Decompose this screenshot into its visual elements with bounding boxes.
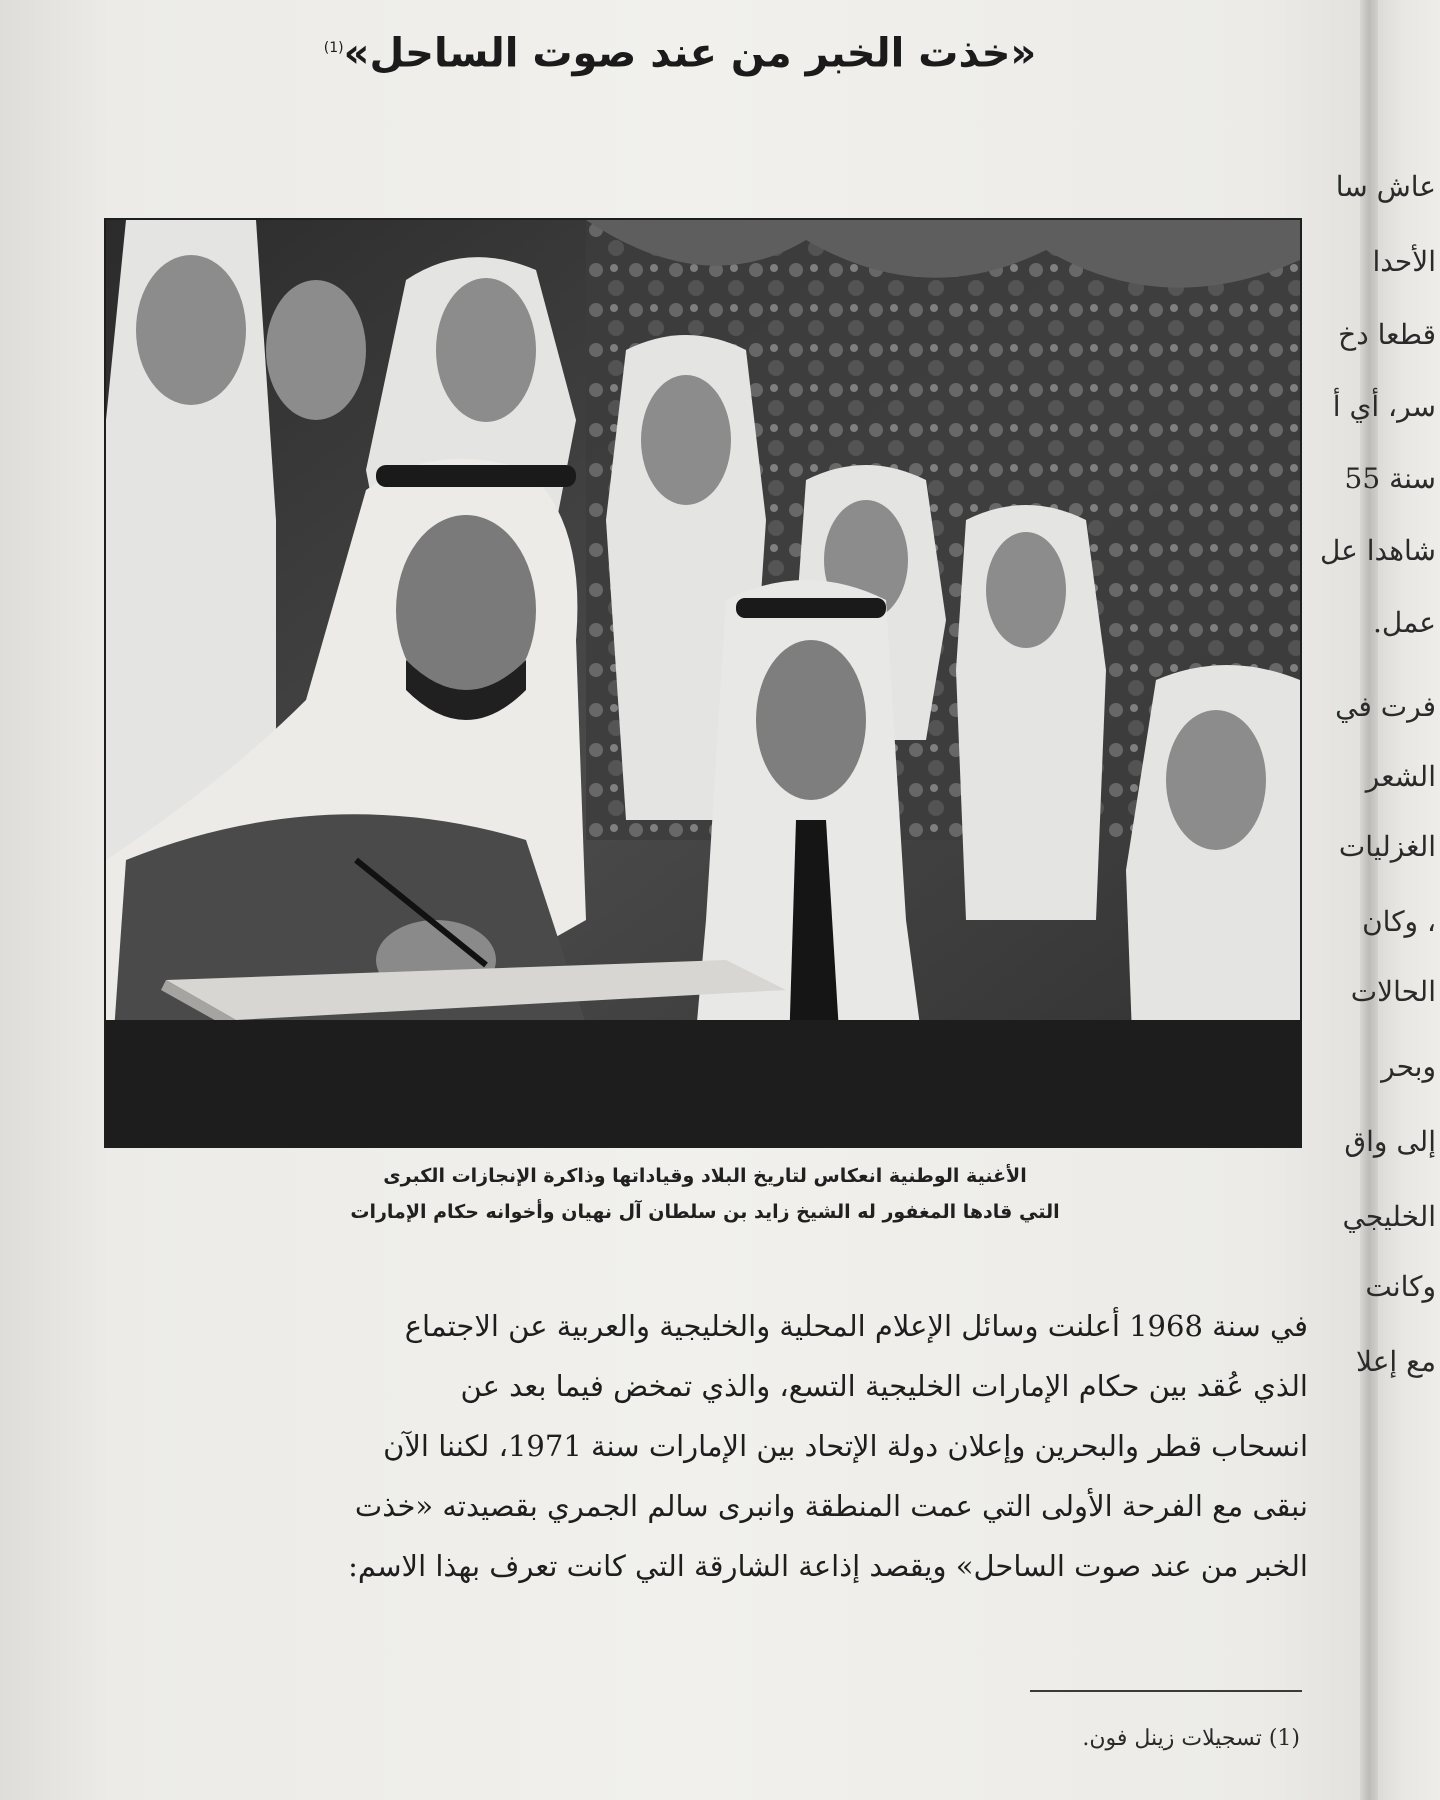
caption-line: التي قادها المغفور له الشيخ زايد بن سلطان آل نهيان وأخوانه حكام الإمارات [350, 1201, 1060, 1223]
adjacent-text-fragment: وبحر [1381, 1050, 1436, 1083]
footnote-divider [1030, 1690, 1302, 1692]
body-paragraph [110, 1296, 1308, 1596]
adjacent-text-fragment: عمل. [1373, 606, 1436, 639]
adjacent-text-fragment: وكانت [1365, 1270, 1436, 1303]
body-line: نبقى مع الفرحة الأولى التي عمت المنطقة وانبرى سالم الجمري بقصيدته «خذت [354, 1489, 1308, 1523]
title-text: «خذت الخبر من عند صوت الساحل» [343, 30, 1037, 77]
adjacent-text-fragment: عاش سا [1335, 170, 1436, 203]
body-line: الذي عُقد بين حكام الإمارات الخليجية التسع، والذي تمخض فيما بعد عن [460, 1369, 1308, 1403]
adjacent-text-fragment: سنة 55 [1344, 462, 1436, 495]
adjacent-text-fragment: الخليجي [1342, 1200, 1436, 1233]
adjacent-text-fragment: فرت في [1335, 690, 1436, 723]
historic-photo-icon [106, 220, 1300, 1146]
adjacent-text-fragment: شاهدا عل [1319, 534, 1436, 567]
adjacent-text-fragment: مع إعلا [1356, 1345, 1436, 1378]
adjacent-text-fragment: سر، أي أ [1332, 390, 1436, 423]
photo-caption [200, 1158, 1210, 1230]
caption-line: الأغنية الوطنية انعكاس لتاريخ البلاد وقياداتها وذاكرة الإنجازات الكبرى [383, 1165, 1027, 1187]
footnote-reference: (1) [323, 40, 344, 56]
adjacent-text-fragment: الغزليات [1338, 830, 1436, 863]
body-line: الخبر من عند صوت الساحل» ويقصد إذاعة الشارقة التي كانت تعرف بهذا الاسم: [348, 1549, 1308, 1583]
historic-photo [104, 218, 1302, 1148]
body-line: في سنة 1968 أعلنت وسائل الإعلام المحلية والخليجية والعربية عن الاجتماع [404, 1309, 1308, 1343]
adjacent-page-edge [1319, 0, 1440, 1800]
body-line: انسحاب قطر والبحرين وإعلان دولة الإتحاد بين الإمارات سنة 1971، لكننا الآن [383, 1429, 1308, 1463]
adjacent-text-fragment: ، وكان [1362, 905, 1436, 938]
adjacent-text-fragment: إلى واق [1344, 1125, 1436, 1158]
adjacent-text-fragment: الشعر [1365, 760, 1436, 793]
footnote: (1) تسجيلات زينل فون. [1082, 1726, 1300, 1751]
adjacent-text-fragment: الحالات [1350, 975, 1436, 1008]
adjacent-text-fragment: الأحدا [1372, 245, 1436, 278]
page-title [300, 18, 1060, 83]
adjacent-text-fragment: قطعا دخ [1338, 318, 1436, 351]
